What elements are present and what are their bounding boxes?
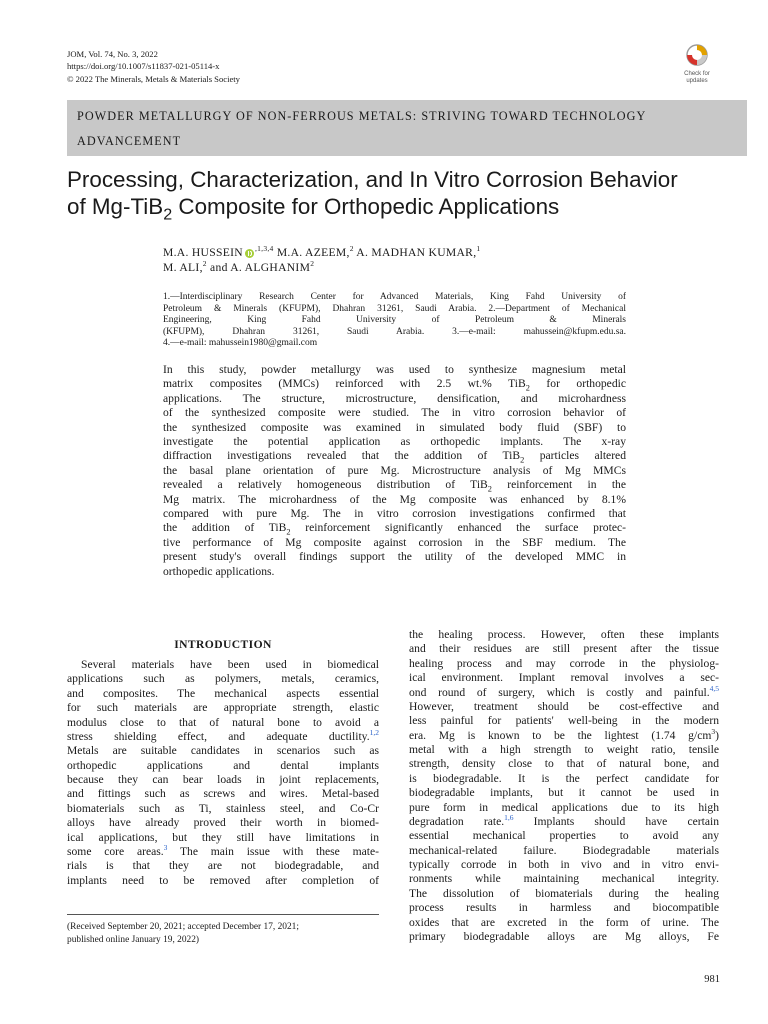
affiliation-line: Engineering, King Fahd University of Petroleum & Minerals [163, 315, 626, 326]
author-name: M.A. HUSSEIN [163, 246, 243, 259]
author-list [163, 246, 480, 275]
author-name: A. MADHAN KUMAR, [353, 246, 477, 259]
body-line: and composites. The mechanical aspects essential [67, 686, 379, 700]
body-line: alloys have already proved their worth in biomed- [67, 816, 379, 830]
page-number: 981 [704, 974, 720, 985]
body-line: applications such as polymers, metals, ceramics, [67, 672, 379, 686]
abstract-text: reinforcement in the [491, 478, 626, 492]
body-text: ) [715, 728, 719, 742]
author-line-1 [163, 246, 480, 261]
abstract-text: the addition of TiB [163, 521, 287, 535]
body-line: oxides that are excreted in the form of urine. The [409, 915, 719, 929]
abstract-line [163, 377, 626, 391]
body-line: primary biodegradable alloys are Mg alloys, Fe [409, 929, 719, 943]
body-text: Implants should have certain [513, 814, 719, 828]
abstract-text: diffraction investigations revealed that the addition of TiB [163, 449, 521, 463]
body-text: degradation rate. [409, 814, 505, 828]
affiliation-line: Petroleum & Minerals (KFUPM), Dhahran 31261, Saudi Arabia. 2.—Department of Mechanical [163, 303, 626, 314]
abstract-line: present study's overall findings support the utility of the developed MMC in [163, 550, 626, 564]
title-line-2 [67, 193, 747, 224]
copyright-notice: © 2022 The Minerals, Metals & Materials Society [67, 73, 240, 84]
section-title-line-1: POWDER METALLURGY OF NON-FERROUS METALS: STRIVING TOWARD TECHNOLOGY [77, 109, 647, 123]
body-line: and fittings such as screws and wires. Metal-based [67, 787, 379, 801]
title-line-1: Processing, Characterization, and In Vitro Corrosion Behavior [67, 167, 678, 192]
body-text: stress shielding effect, and adequate ductility. [67, 729, 370, 743]
abstract-line: compared with pure Mg. The in vitro corrosion investigations confirmed that [163, 507, 626, 521]
body-line: biodegradable implants, but it cannot be used in [409, 786, 719, 800]
body-line: less painful for patients' well-being in the modern [409, 714, 719, 728]
abstract-subscript: 2 [520, 455, 525, 465]
body-text: ond round of surgery, which is costly and painful. [409, 685, 710, 699]
body-line: healing process and may corrode in the physiolog- [409, 656, 719, 670]
body-line: is biodegradable. It is the perfect candidate for [409, 771, 719, 785]
journal-header [67, 48, 240, 85]
footnote-divider [67, 914, 379, 915]
abstract-line [163, 521, 626, 535]
body-line: implants need to be removed after completion of [67, 873, 379, 887]
body-line: process results in harmless and biocompatible [409, 901, 719, 915]
body-line: orthopedic applications and dental implants [67, 758, 379, 772]
body-line: mechanical-related failure. Biodegradable materials [409, 843, 719, 857]
author-affiliation-marks: 2 [310, 258, 315, 268]
section-title-line-2: ADVANCEMENT [77, 134, 182, 148]
title-subscript: 2 [163, 205, 173, 224]
abstract-text: reinforcement significantly enhanced the surface protec- [290, 521, 626, 535]
orcid-icon[interactable] [245, 249, 254, 258]
body-line: biomaterials such as Ti, stainless steel, and Co-Cr [67, 801, 379, 815]
body-line [409, 815, 719, 829]
body-text: era. Mg is known to be the lightest (1.74 g/cm [409, 728, 712, 742]
author-affiliation-marks: 2 [349, 244, 354, 254]
abstract-line: the basal plane orientation of pure Mg. Microstructure analysis of Mg MMCs [163, 463, 626, 477]
body-line: rials is that they are not biodegradable, and [67, 859, 379, 873]
body-line: Several materials have been used in biomedical [81, 658, 379, 671]
article-title [67, 166, 747, 224]
author-affiliation-marks: 1 [476, 244, 481, 254]
citation-link[interactable]: 1,2 [369, 728, 379, 738]
abstract-text: particles altered [524, 449, 626, 463]
author-line-2 [163, 258, 480, 276]
body-line: for such materials are appropriate strength, elastic [67, 701, 379, 715]
badge-label-check: Check for [684, 71, 710, 77]
abstract-line: the synthesized composite was examined in simulated body fluid (SBF) to [163, 420, 626, 434]
abstract-line: applications. The structure, microstructure, densification, and microhardness [163, 391, 626, 405]
affiliation-line: 1.—Interdisciplinary Research Center for Advanced Materials, King Fahd University of [163, 292, 626, 302]
abstract-line: In this study, powder metallurgy was used to synthesize magnesium metal [163, 363, 626, 376]
body-line: ronments while maintaining mechanical integrity. [409, 872, 719, 886]
body-column-right [409, 628, 719, 944]
body-line: Metals are suitable candidates in scenarios such as [67, 744, 379, 758]
body-column-left [67, 658, 379, 888]
footnote-line: (Received September 20, 2021; accepted December 17, 2021; [67, 922, 299, 932]
abstract-line [163, 478, 626, 492]
body-line: strength, density close to that of natural bone, and [409, 757, 719, 771]
affiliation-line: (KFUPM), Dhahran 31261, Saudi Arabia. 3.—e-mail: mahussein@kfupm.edu.sa. [163, 326, 626, 337]
badge-label-updates: updates [686, 78, 708, 84]
body-line: modulus close to that of natural bone to avoid a [67, 715, 379, 729]
body-line: metal with a high strength to weight ratio, tensile [409, 743, 719, 756]
body-line [67, 730, 379, 744]
author-affiliation-marks: ,1,3,4 [254, 244, 274, 254]
author-name: M. ALI, [163, 260, 203, 274]
body-line: However, treatment should be cost-effective and [409, 699, 719, 713]
author-name: and A. ALGHANIM [206, 260, 311, 274]
author-name: M.A. AZEEM, [273, 246, 350, 259]
body-line: pure form in medical applications due to its high [409, 800, 719, 814]
footnote-line: published online January 19, 2022) [67, 935, 200, 945]
title-text: of Mg-TiB [67, 194, 164, 219]
body-text: some core areas. [67, 844, 164, 858]
doi-link[interactable]: https://doi.org/10.1007/s11837-021-05114-x [67, 61, 220, 72]
body-line: ical environment. Implant removal involves a sec- [409, 671, 719, 685]
abstract-line: investigate the potential application as orthopedic implants. The x-ray [163, 435, 626, 449]
author-affiliation-marks: 2 [202, 258, 207, 268]
abstract-line: Mg matrix. The microhardness of the Mg composite was enhanced by 8.1% [163, 492, 626, 506]
body-superscript: 3 [711, 726, 716, 736]
body-line: and their residues are still present after the tissue [409, 642, 719, 656]
body-line [409, 726, 719, 743]
citation-link[interactable]: 3 [163, 843, 168, 853]
abstract-line: tive performance of Mg composite against corrosion in the SBF medium. The [163, 535, 626, 549]
abstract-line: of the synthesized composite were studied. The in vitro corrosion behavior of [163, 406, 626, 420]
affiliation-line: 4.—e-mail: mahussein1980@gmail.com [163, 338, 318, 349]
check-for-updates-badge[interactable] [680, 44, 714, 85]
citation-link[interactable]: 1,6 [504, 813, 514, 823]
body-line: The dissolution of biomaterials during the healing [409, 886, 719, 900]
citation-link[interactable]: 4,5 [709, 683, 719, 693]
section-banner [67, 100, 747, 156]
body-line: essential mechanical properties to avoid any [409, 829, 719, 843]
body-line [67, 845, 379, 859]
body-line: the healing process. However, often these implants [409, 628, 719, 641]
journal-citation: JOM, Vol. 74, No. 3, 2022 [67, 49, 158, 59]
abstract-subscript: 2 [286, 527, 291, 537]
abstract-line: orthopedic applications. [163, 564, 275, 578]
abstract-text: revealed a relatively homogeneous distribution of TiB [163, 478, 488, 492]
abstract-text: matrix composites (MMCs) reinforced with 2.5 wt.% TiB [163, 377, 526, 391]
body-line [409, 683, 719, 700]
title-text: Composite for Orthopedic Applications [172, 194, 560, 219]
section-heading-introduction: INTRODUCTION [174, 638, 272, 651]
body-text: The main issue with these mate- [167, 844, 379, 858]
abstract-subscript: 2 [525, 383, 530, 393]
received-dates-footnote [67, 921, 299, 947]
body-line: ical applications, but they still have limitations in [67, 830, 379, 844]
abstract-text: for orthopedic [529, 377, 626, 391]
body-line: because they can bear loads in joint replacements, [67, 773, 379, 786]
check-for-updates-icon [686, 44, 708, 66]
body-line: typically corrode in both in vivo and in vitro envi- [409, 858, 719, 871]
abstract-subscript: 2 [487, 484, 492, 494]
abstract-line [163, 449, 626, 463]
abstract [163, 363, 626, 579]
affiliations [163, 292, 626, 350]
